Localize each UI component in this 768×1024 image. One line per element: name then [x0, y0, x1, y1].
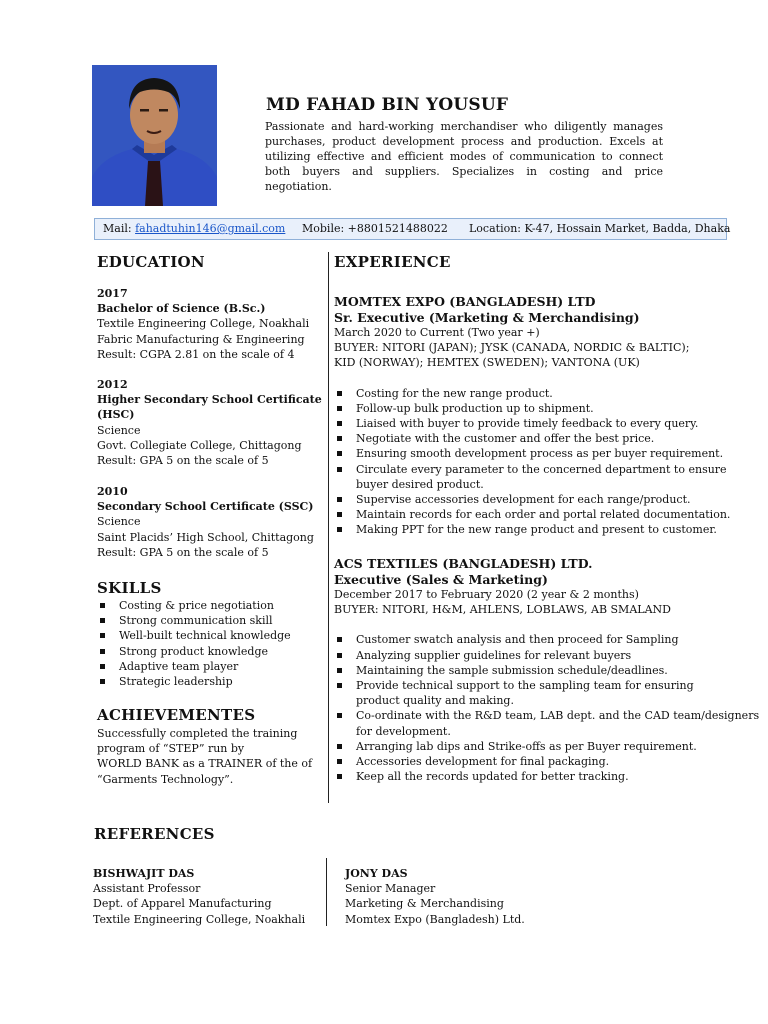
- education-line: Result: GPA 5 on the scale of 5: [97, 454, 269, 468]
- education-line: Saint Placids’ High School, Chittagong: [97, 530, 314, 544]
- reference-line: Marketing & Merchandising: [345, 897, 504, 911]
- reference-line: Dept. of Apparel Manufacturing: [93, 897, 272, 911]
- job-role: Executive (Sales & Marketing): [334, 572, 548, 587]
- job-company: ACS TEXTILES (BANGLADESH) LTD.: [334, 556, 593, 571]
- job-entry: [334, 294, 730, 538]
- reference-line: Assistant Professor: [93, 882, 201, 896]
- reference-entry: [93, 866, 305, 927]
- profile-summary: Passionate and hard-working merchandiser who diligently manages purchases, product development process and production. Excels at utilizing effective and efficient modes of communication to connect both buyers and suppliers. Specializes in costing and price negotiation.: [265, 120, 663, 193]
- duty-item: Circulate every parameter to the concerned department to ensure: [334, 462, 730, 477]
- duty-item: Arranging lab dips and Strike-offs as per Buyer requirement.: [334, 739, 759, 754]
- education-degree-cont: (HSC): [97, 408, 135, 422]
- contact-mobile: Mobile: +8801521488022: [302, 222, 448, 235]
- reference-line: Senior Manager: [345, 882, 436, 896]
- profile-photo: [92, 65, 217, 206]
- duty-item: Customer swatch analysis and then proceed for Sampling: [334, 632, 759, 647]
- candidate-name: MD FAHAD BIN YOUSUF: [266, 95, 509, 115]
- skill-item: Adaptive team player: [97, 659, 291, 674]
- education-year: 2010: [97, 485, 128, 498]
- achievements-heading: ACHIEVEMENTES: [97, 706, 256, 724]
- job-role: Sr. Executive (Marketing & Merchandising): [334, 310, 640, 325]
- duty-item: Making PPT for the new range product and present to customer.: [334, 522, 730, 537]
- education-degree: Secondary School Certificate (SSC): [97, 500, 314, 514]
- job-company: MOMTEX EXPO (BANGLADESH) LTD: [334, 294, 596, 309]
- education-degree: Bachelor of Science (B.Sc.): [97, 302, 266, 316]
- duty-item: Negotiate with the customer and offer the best price.: [334, 431, 730, 446]
- duty-item: Ensuring smooth development process as per buyer requirement.: [334, 446, 730, 461]
- reference-name: JONY DAS: [345, 867, 408, 880]
- achievement-line: “Garments Technology”.: [97, 772, 234, 786]
- skills-heading: SKILLS: [97, 579, 162, 597]
- experience-heading: EXPERIENCE: [334, 253, 451, 271]
- education-line: Govt. Collegiate College, Chittagong: [97, 438, 302, 452]
- duty-item: Keep all the records updated for better tracking.: [334, 769, 759, 784]
- education-line: Science: [97, 423, 141, 437]
- skill-item: Strong product knowledge: [97, 644, 291, 659]
- education-entry: [97, 286, 309, 362]
- duty-item: Follow-up bulk production up to shipment.: [334, 401, 730, 416]
- education-entry: [97, 484, 314, 560]
- achievement-line: WORLD BANK as a TRAINER of the of: [97, 757, 313, 771]
- education-degree: Higher Secondary School Certificate: [97, 393, 322, 407]
- education-year: 2012: [97, 378, 128, 391]
- duty-item: Maintaining the sample submission schedule/deadlines.: [334, 663, 759, 678]
- education-line: Science: [97, 515, 141, 529]
- email-link[interactable]: fahadtuhin146@gmail.com: [135, 222, 286, 235]
- education-line: Result: CGPA 2.81 on the scale of 4: [97, 347, 295, 361]
- job-duties: [334, 386, 730, 538]
- contact-location: Location: K-47, Hossain Market, Badda, Dhaka: [469, 222, 731, 235]
- skill-item: Strong communication skill: [97, 613, 291, 628]
- duty-item: Costing for the new range product.: [334, 386, 730, 401]
- job-duties: [334, 632, 759, 784]
- education-year: 2017: [97, 287, 128, 300]
- duty-continuation: buyer desired product.: [356, 477, 484, 491]
- achievement-line: program of “STEP” run by: [97, 742, 245, 756]
- contact-bar: [94, 218, 731, 240]
- job-buyers: BUYER: NITORI, H&M, AHLENS, LOBLAWS, AB SMALAND: [334, 603, 671, 617]
- duty-item: Provide technical support to the sampling team for ensuring: [334, 678, 759, 693]
- column-divider: [328, 252, 329, 803]
- duty-item: Maintain records for each order and portal related documentation.: [334, 507, 730, 522]
- achievements-text: [97, 726, 312, 787]
- job-period: March 2020 to Current (Two year +): [334, 326, 540, 339]
- education-line: Fabric Manufacturing & Engineering: [97, 332, 305, 346]
- contact-mail: [103, 219, 285, 239]
- mail-label: Mail:: [103, 222, 132, 235]
- education-entry: [97, 377, 322, 468]
- reference-name: BISHWAJIT DAS: [93, 867, 195, 880]
- references-heading: REFERENCES: [94, 825, 215, 843]
- portrait-image: [92, 65, 217, 206]
- duty-item: Liaised with buyer to provide timely feedback to every query.: [334, 416, 730, 431]
- job-entry: [334, 556, 759, 784]
- reference-line: Textile Engineering College, Noakhali: [93, 912, 306, 926]
- reference-line: Momtex Expo (Bangladesh) Ltd.: [345, 912, 525, 926]
- job-buyers: KID (NORWAY); HEMTEX (SWEDEN); VANTONA (UK): [334, 356, 640, 370]
- reference-divider: [326, 858, 327, 926]
- skill-item: Strategic leadership: [97, 674, 291, 689]
- job-buyers: BUYER: NITORI (JAPAN); JYSK (CANADA, NORDIC & BALTIC);: [334, 341, 690, 355]
- duty-continuation: for development.: [356, 724, 451, 738]
- education-heading: EDUCATION: [97, 253, 205, 271]
- achievement-line: Successfully completed the training: [97, 727, 298, 740]
- duty-continuation: product quality and making.: [356, 694, 514, 708]
- education-line: Textile Engineering College, Noakhali: [97, 317, 310, 331]
- skill-item: Costing & price negotiation: [97, 598, 291, 613]
- skill-item: Well-built technical knowledge: [97, 628, 291, 643]
- job-period: December 2017 to February 2020 (2 year & 2 months): [334, 588, 639, 601]
- education-line: Result: GPA 5 on the scale of 5: [97, 545, 269, 559]
- skills-list: [97, 598, 291, 689]
- duty-item: Supervise accessories development for each range/product.: [334, 492, 730, 507]
- duty-item: Co-ordinate with the R&D team, LAB dept. and the CAD team/designers: [334, 708, 759, 723]
- duty-item: Analyzing supplier guidelines for relevant buyers: [334, 648, 759, 663]
- duty-item: Accessories development for final packaging.: [334, 754, 759, 769]
- reference-entry: [345, 866, 525, 927]
